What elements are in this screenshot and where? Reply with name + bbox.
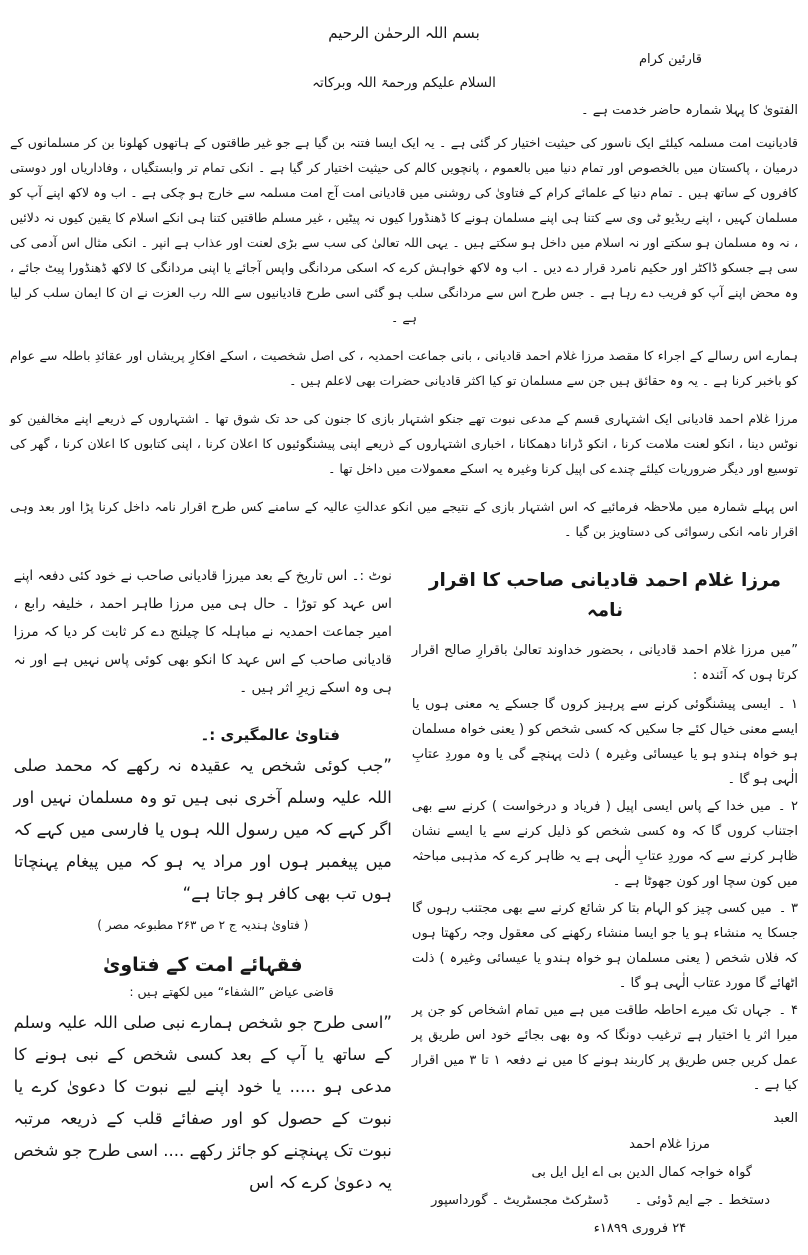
declaration-date: ۲۴ فروری ۱۸۹۹ء [593,1221,687,1236]
readers-salutation: قارئین کرام [638,52,702,67]
alamgiri-heading: فتاویٰ عالمگیری :۔ [200,726,340,744]
declaration-column [412,558,798,1255]
signature-label: دستخط ۔ جے ایم ڈوئی ۔ [634,1193,770,1208]
intro-paragraph-1: قادیانیت امت مسلمہ کیلئے ایک ناسور کی حیثیت اختیار کر گئی ہے ۔ یہ ایک ایسا فتنہ بن گیا ہے جو غیر طاقتوں کے ہاتھوں کھلونا بن کر مسلمانوں کے درمیان ، پاکستان میں بالخصوص اور تمام دنیا میں بالعموم ، پانچویں کالم کی حیثیت اختیار کر گیا ہے ۔ انکی تمام تر وابستگیاں ، وفاداریاں اور دوستی کافروں کے ساتھ ہیں ۔ تمام دنیا کے علمائے کرام کے فتاویٰ کی روشنی میں قادیانی امت آج امت مسلمہ سے خارج ہو چکی ہے ۔ اب وہ لاکھ اپنے آپ کو مسلمان کہیں ، اپنے ریڈیو ٹی وی سے کتنا ہی اپنے مسلمان ہونے کا ڈھنڈورا کیوں نہ پیٹیں ، غیر مسلم طاقتیں کتنا ہی انکے اسلام کا یقین کیوں نہ دلائیں ، نہ وہ مسلمان ہو سکتے اور نہ اسلام میں داخل ہو سکتے ہیں ۔ یہی اللہ تعالیٰ کی سب سے بڑی لعنت اور عذاب ہے انپر ۔ انکی مثال اس آدمی کی سی ہے جسکو ڈاکٹر اور حکیم نامرد قرار دے دیں ۔ اب وہ لاکھ خواہش کرے کہ اسکی مردانگی واپس آجائے یا اپنی مردانگی کا لاکھ ڈھنڈورا پیٹ جائے ، وہ محض اپنے آپ کو فریب دے رہا ہے ۔ جس طرح اس سے مردانگی سلب ہو گئی اسی طرح قادیانیوں سے اللہ رب العزت نے ان کا ایمان سلب کر لیا ہے ۔ [10,135,798,325]
intro-paragraph-2: ہمارے اس رسالے کے اجراء کا مقصد مرزا غلام احمد قادیانی ، بانی جماعت احمدیہ ، کی اصل شخصیت ، اسکے افکارِ پریشاں اور عقائدِ باطلہ سے عوام کو باخبر کرنا ہے ۔ یہ وہ حقائق ہیں جن سے مسلمان تو کیا اکثر قادیانی حضرات بھی لاعلم ہیں ۔ [10,348,798,388]
intro-section [10,130,798,544]
note-paragraph: نوٹ :۔ اس تاریخ کے بعد میرزا قادیانی صاحب نے خود کئی دفعہ اپنے اس عہد کو توڑا ۔ حال ہی میں مرزا طاہر احمد ، خلیفہ رابع ، امیر جماعت احمدیہ نے مباہلہ کا چیلنج دے کر ثابت کر دیا کہ مرزا قادیانی صاحب کے اس عہد کا انکو بھی کوئی پاس نہیں ہے اور نہ ہی وہ اسکے زیرِ اثر ہیں ۔ [13,568,392,696]
fuqaha-heading: فقہائے امت کے فتاویٰ [102,954,303,976]
item-text: میں خدا کے پاس ایسی اپیل ( فریاد و درخواست ) کرنے سے بھی اجتناب کروں گا کہ وہ کسی شخص کو ذلیل کرنے سے یا ایسے نشان ظاہر کرنے سے کہ موردِ عتابِ الٰہی ہے یہ ظاہر کرے کہ مذہبی مباحثہ میں کون سچا اور کون جھوٹا ہے ۔ [411,799,798,889]
item-number: ۴ ۔ [778,1003,798,1018]
first-issue-line: الفتویٰ کا پہلا شمارہ حاضر خدمت ہے ۔ [581,103,798,118]
item-number: ۲ ۔ [777,799,798,814]
intro-paragraph-3: مرزا غلام احمد قادیانی ایک اشتہاری قسم کے مدعی نبوت تھے جنکو اشتہار بازی کا جنون کی حد تک شوق تھا ۔ اشتہاروں کے ذریعے اپنے مخالفین کو نوٹس دینا ، انکو لعنت ملامت کرنا ، انکو ڈرانا دھمکانا ، اخباری اشتہاروں کے ذریعے اپنی پیشنگوئیوں کا اعلان کرنا ، اپنی کتابوں کا اعلان کرنا ، گھر کی توسیع اور دیگر ضروریات کیلئے چندے کی اپیل کرنا وغیرہ یہ اسکے معمولات میں داخل تھا ۔ [10,411,798,476]
intro-paragraph-4: اس پہلے شمارہ میں ملاحظہ فرمائیے کہ اس اشتہار بازی کے نتیجے میں انکو عدالتِ عالیہ کے سامنے کس طرح اقرار نامہ داخل کرنا پڑا اور بعد وہی اقرار نامہ انکی رسوائی کی دستاویز بن گیا ۔ [10,499,798,539]
item-number: ۱ ۔ [777,697,799,712]
item-text: جہاں تک میرے احاطہ طاقت میں ہے میں تمام اشخاص کو جن پر میرا اثر یا اختیار ہے ترغیب دونگا کہ وہ بھی بجائے خود اس طریق پر عمل کریں جس طریق پر کاربند ہونے کا میں نے دفعہ ۱ تا ۳ میں اقرار کیا ہے ۔ [411,1003,799,1093]
declaration-intro: ”میں مرزا غلام احمد قادیانی ، بحضور خداوند تعالیٰ باقرارِ صالح اقرار کرتا ہوں کہ آئندہ : [411,643,798,683]
salaam-greeting: السلام علیکم ورحمۃ اللہ وبرکاتہ [312,75,496,91]
item-number: ۳ ۔ [778,901,799,916]
alamgiri-citation: ( فتاویٰ ہندیہ ج ۲ ص ۲۶۳ مطبوعہ مصر ) [97,918,309,932]
item-text: میں کسی چیز کو الہام بتا کر شائع کرنے سے بھی مجتنب رہوں گا جسکا یہ منشاء ہو یا جو ایسا منشاء رکھنے کی معقول وجہ رکھتا ہوں کہ فلاں شخص ( یعنی مسلمان ہو خواہ ہندو یا عیسائی وغیرہ ) ذلت اٹھائے گا مورد عتاب الٰہی ہو گا ۔ [411,901,798,991]
bismillah-text: بسم اللہ الرحمٰن الرحیم [328,24,480,42]
witness-line: گواہ خواجہ کمال الدین بی اے ایل ایل بی [531,1165,752,1180]
declaration-heading: مرزا غلام احمد قادیانی صاحب کا اقرار نامہ [428,570,781,621]
declaration-item-1 [412,692,798,792]
declaration-item-3 [412,896,798,996]
declaration-item-4 [412,998,798,1098]
declaration-item-2 [412,794,798,894]
qazi-quote: ”اسی طرح جو شخص ہمارے نبی صلی اللہ علیہ وسلم کے ساتھ یا آپ کے بعد کسی شخص کے نبی ہونے کا مدعی ہو ..... یا خود اپنے لیے نبوت کا دعویٰ کرے یا نبوت کے حصول کو اور صفائے قلب کے ذریعہ مرتبہ نبوت تک پہنچنے کو جائز رکھے .... اسی طرح جو شخص یہ دعویٰ کرے کہ اس [13,1013,392,1192]
signatory-name: مرزا غلام احمد [629,1137,710,1152]
commentary-column [14,558,392,1199]
al-abd-line: العبد [773,1111,798,1126]
magistrate-title: ڈسٹرکٹ مجسٹریٹ ۔ گورداسپور [431,1193,609,1208]
alamgiri-quote: ”جب کوئی شخص یہ عقیدہ نہ رکھے کہ محمد صلی اللہ علیہ وسلم آخری نبی ہیں تو وہ مسلمان نہیں اور اگر کہے کہ میں رسول اللہ ہوں یا فارسی میں کہے کہ میں پیغمبر ہوں اور مراد یہ ہو کہ میں پیغام پہنچاتا ہوں تب بھی کافر ہو جاتا ہے“ [13,756,392,903]
magistrate-signature-line [412,1188,798,1214]
qazi-attribution: قاضی عیاض ”الشفاء“ میں لکھتے ہیں : [129,984,334,999]
two-column-section [10,558,798,1255]
declaration-closing [412,1106,798,1242]
item-text: ایسی پیشنگوئی کرنے سے پرہیز کروں گا جسکے یہ معنی ہوں یا ایسے معنی خیال کئے جا سکیں کہ کسی شخص کو ( یعنی خواہ مسلمان ہو خواہ ہندو ہو یا عیسائی وغیرہ ) ذلت پہنچے گی یا وہ موردِ عتابِ الٰہی ہو گا ۔ [411,697,798,787]
